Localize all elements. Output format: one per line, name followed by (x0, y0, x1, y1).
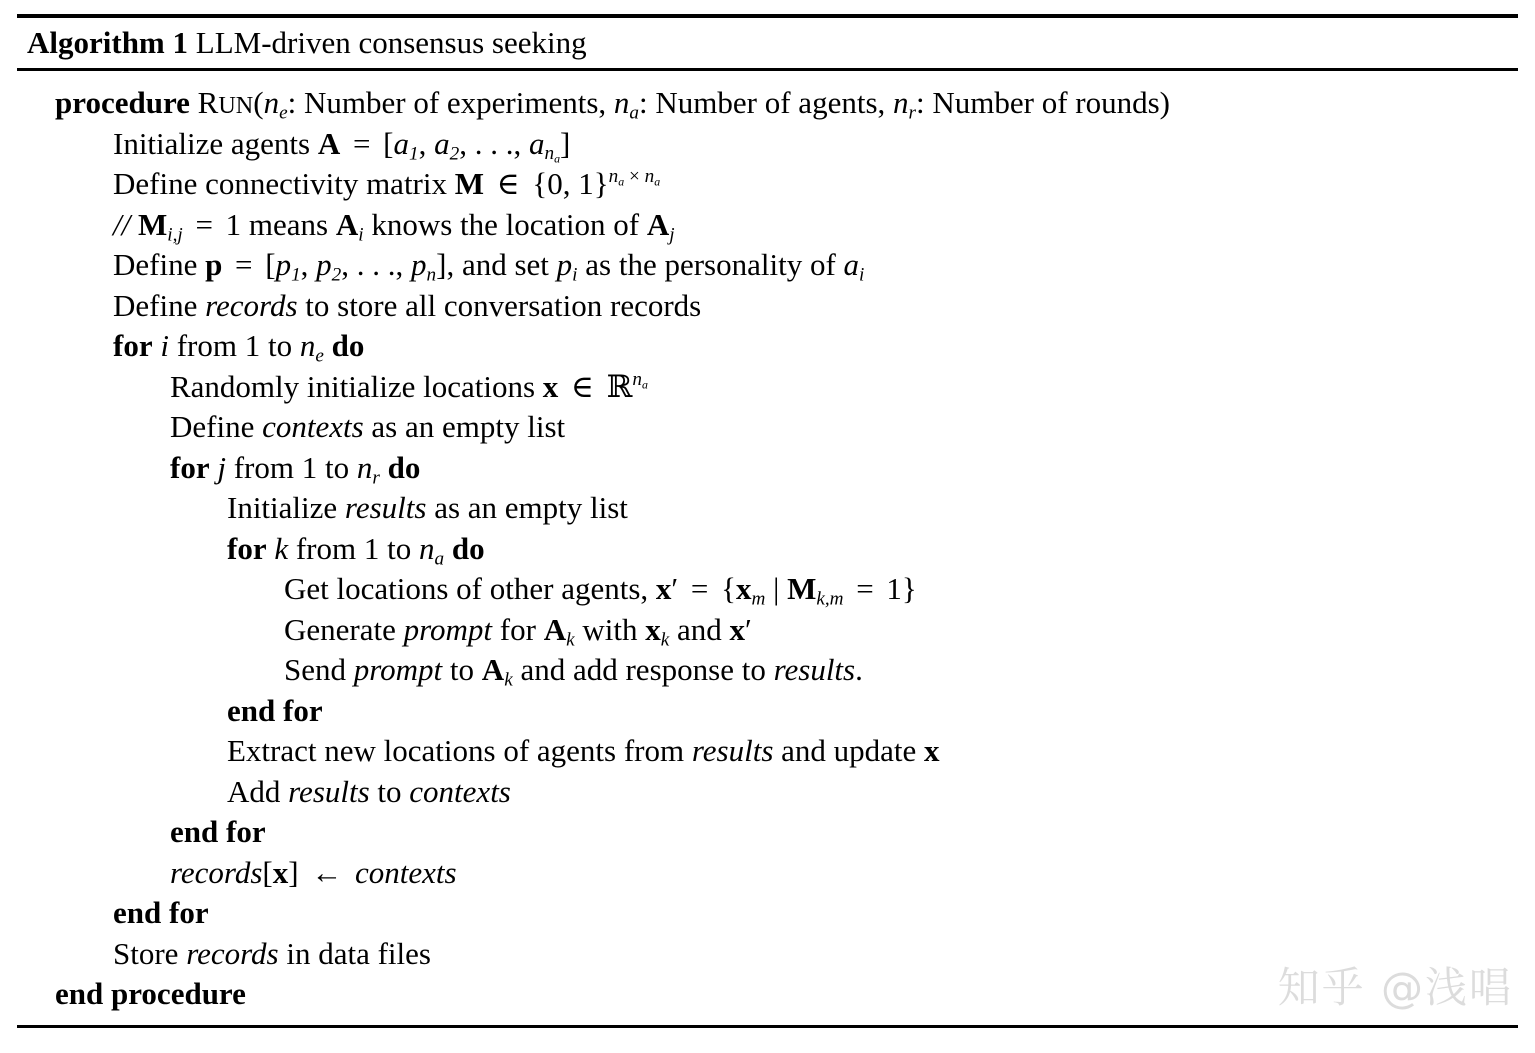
keyword-procedure: procedure (55, 85, 190, 120)
keyword-do-i: do (331, 328, 365, 363)
var-records: records (205, 287, 298, 323)
var-contexts-3: contexts (354, 854, 457, 890)
line-comment-matrix: // $M_{i,j} = 1$ means $A_i$ knows the location of $A_j$ (113, 206, 675, 245)
text-extract-new: Extract new locations of agents from (227, 733, 685, 768)
line-end-for-j (17, 812, 1518, 853)
text-store-all: to store all conversation records (305, 287, 702, 323)
procedure-name: RUN( (197, 85, 264, 120)
text-add: Add (227, 773, 281, 809)
watermark: 知乎 @浅唱 (1277, 963, 1513, 1012)
text-generate: Generate (284, 611, 396, 647)
keyword-end-procedure: end procedure (55, 976, 246, 1011)
text-as-empty-list-c: as an empty list (371, 409, 566, 444)
text-initialize-results: Initialize (227, 490, 338, 525)
text-as-empty-list-r: as an empty list (434, 490, 628, 525)
line-for-k: for k from 1 to $n_a$ do (227, 530, 485, 569)
text-to-i: to (267, 328, 293, 363)
text-to-ak: to (449, 652, 475, 687)
text-to-j: to (324, 449, 350, 485)
keyword-for-j: for (170, 449, 210, 485)
text-with: with (582, 611, 638, 647)
text-means: means (248, 206, 329, 242)
line-for-i: for i from 1 to $n_e$ do (113, 328, 365, 367)
text-send: Send (284, 652, 346, 687)
text-and-set: , and set (446, 247, 549, 282)
keyword-do-k: do (451, 530, 485, 566)
line-send-prompt: Send prompt to $A_k$ and add response to results. (284, 652, 863, 691)
arg-na: $n_a$ (613, 85, 640, 124)
run-initial: R (197, 85, 219, 120)
var-contexts: contexts (262, 409, 364, 444)
line-generate-prompt: Generate prompt for $A_k$ with $x_k$ and x′ (284, 611, 752, 650)
algorithm-block (17, 14, 1518, 1028)
line-define-matrix: Define connectivity matrix M ∈ {0, 1}$^{n_a \times n_a}$ (113, 166, 661, 201)
bottom-rule (17, 1025, 1518, 1028)
line-extract-locations: Extract new locations of agents from results and update x (227, 733, 940, 768)
line-random-init: Randomly initialize locations x ∈ ℝ$^{n_a}$ (170, 368, 648, 405)
arg-ne: $n_e$ (263, 85, 288, 124)
keyword-end-for-i: end for (113, 895, 209, 930)
text-define-p: Define (113, 247, 198, 282)
line-define-contexts (17, 407, 1518, 448)
keyword-end-for-k: end for (227, 692, 323, 728)
text-randomly-init: Randomly initialize locations (170, 368, 536, 404)
arg-nr: $n_r$ (893, 85, 916, 124)
text-from-k: from (295, 530, 357, 566)
algorithm-body (17, 71, 1518, 1025)
line-add-results (17, 772, 1518, 813)
arg-na-desc: Number of agents (655, 85, 878, 120)
var-records-3: records (186, 935, 279, 971)
text-to-contexts: to (377, 773, 402, 809)
line-init-results (17, 488, 1518, 529)
keyword-end-for-j: end for (170, 814, 266, 849)
text-store: Store (113, 935, 179, 971)
text-define-records: Define (113, 287, 198, 323)
text-add-response: and add response to (520, 652, 766, 687)
algorithm-caption (17, 18, 1518, 68)
text-as-personality: as the personality of (585, 247, 836, 282)
arg-nr-desc: Number of rounds (932, 85, 1160, 120)
text-to-k: to (387, 530, 412, 566)
text-from-j: from (233, 449, 294, 485)
var-results-1: results (344, 490, 427, 525)
line-end-for-k (17, 691, 1518, 732)
comment-slashes: // (113, 206, 131, 242)
text-initialize-agents: Initialize agents (113, 125, 311, 161)
var-contexts-2: contexts (409, 773, 511, 809)
line-define-p: Define $p = [p_1$, $p_2$, . . ., $p_n$], and set $p_i$ as the personality of $a_i$ (113, 247, 865, 286)
text-define-contexts: Define (170, 409, 255, 444)
keyword-do-j: do (387, 449, 421, 485)
text-knows-location: knows the location of (371, 206, 640, 242)
var-prompt-2: prompt (353, 652, 443, 687)
line-procedure: procedure $RUN(n_e$: Number of experiments, $n_a$: Number of agents, $n_r$: Number of rounds) (55, 85, 1170, 124)
text-define-connectivity: Define connectivity matrix (113, 166, 447, 201)
algorithm-title: LLM-driven consensus seeking (195, 25, 587, 60)
arg-ne-desc: Number of experiments (304, 85, 599, 120)
line-records-assign: records[x] ← contexts (170, 854, 457, 890)
line-get-locations: Get locations of other agents, $x' = \{x_m$ | $M_{k,m} = 1$} (284, 571, 917, 610)
keyword-for-i: for (113, 328, 153, 363)
text-and-xprime: and (677, 611, 722, 647)
line-define-records (17, 286, 1518, 327)
text-and-update: and update (781, 733, 917, 768)
text-period: . (855, 652, 863, 687)
var-records-2: records (170, 854, 263, 890)
algorithm-label: Algorithm 1 (27, 25, 189, 60)
line-end-for-i (17, 893, 1518, 934)
num-one-j: 1 (301, 449, 318, 485)
num-one-k: 1 (363, 530, 380, 566)
keyword-for-k: for (227, 530, 267, 566)
var-results-2: results (773, 652, 856, 687)
var-results-4: results (288, 773, 370, 809)
run-smallcaps: UN (218, 92, 254, 119)
text-for-ak: for (499, 611, 536, 647)
var-results-3: results (691, 733, 774, 768)
text-in-data-files: in data files (286, 935, 431, 971)
text-from-i: from (176, 328, 237, 363)
num-one-i: 1 (244, 328, 261, 363)
text-get-locations: Get locations of other agents, (284, 571, 649, 606)
var-prompt-1: prompt (403, 611, 493, 647)
line-for-j: for j from 1 to $n_r$ do (170, 449, 421, 488)
line-init-agents: Initialize agents $A = [a_1$, $a_2$, . . ., $a_{n_a}$] (113, 125, 571, 166)
